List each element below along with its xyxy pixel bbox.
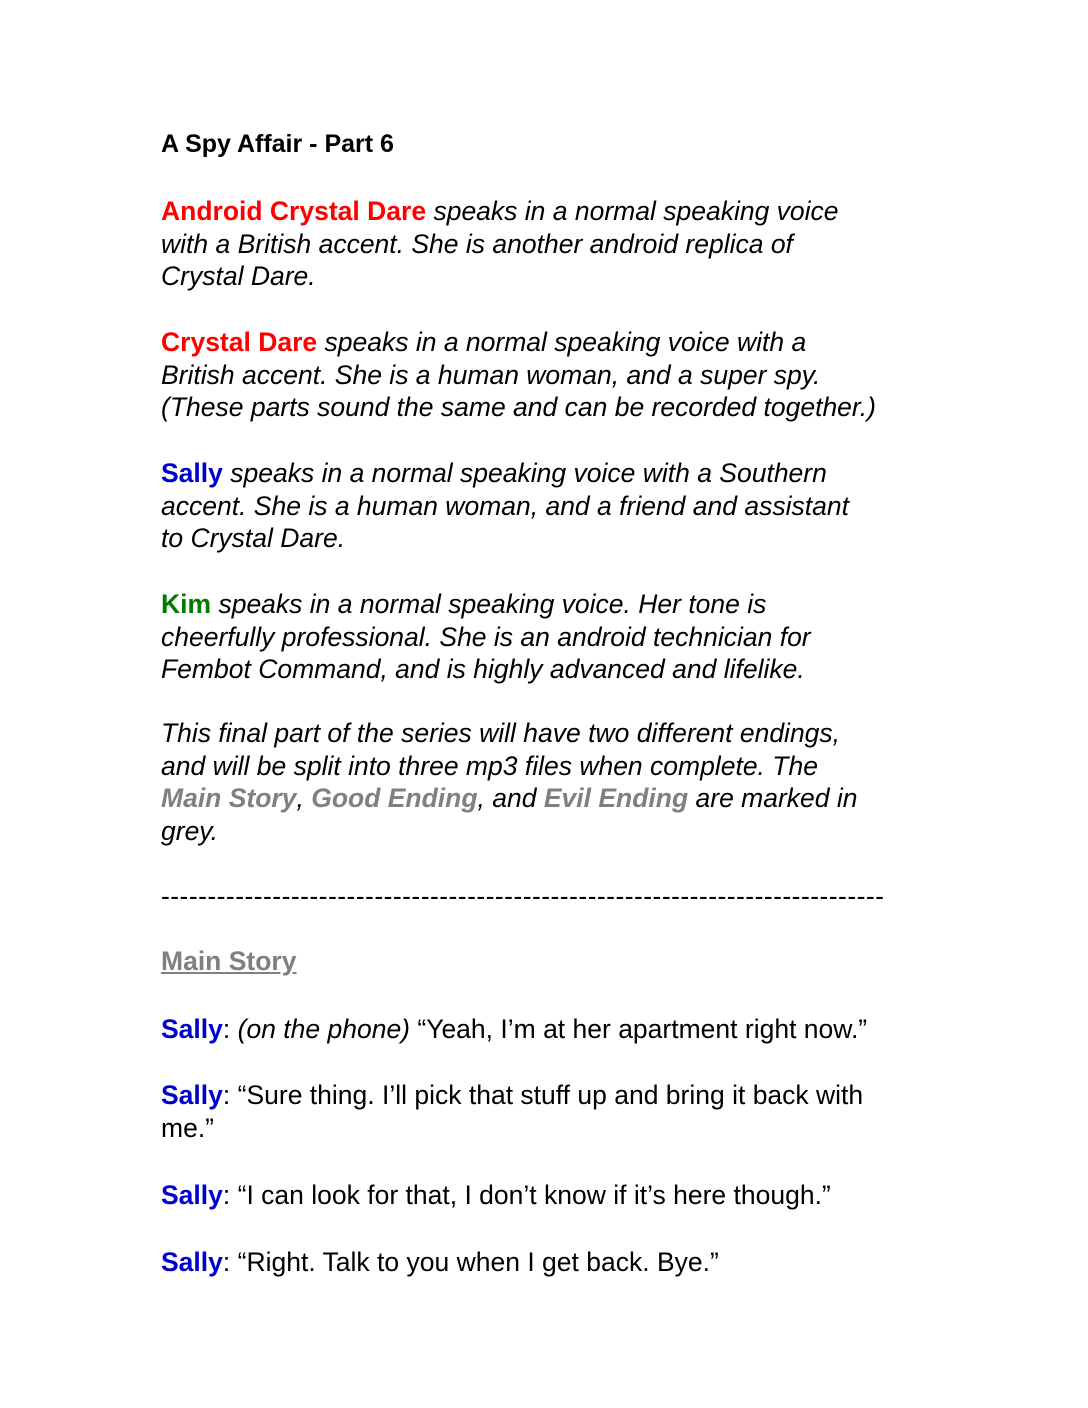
note-line: and will be split into three mp3 files when complete. The [161,750,818,781]
dialogue-text: “Yeah, I’m at her apartment right now.” [410,1014,868,1044]
speaker-name: Sally [161,1014,223,1044]
note-text: are marked in [688,783,858,813]
divider-line: ------------------------------------------------------------------------------ [161,881,885,911]
speaker-colon: : [222,1180,238,1210]
note-separator: , and [477,783,544,813]
character-name: Android Crystal Dare [161,196,427,226]
dialogue-text: “I can look for that, I don’t know if it’s here though.” [237,1180,831,1210]
note-separator: , [296,783,312,813]
character-name: Crystal Dare [161,327,318,357]
dialogue-line [161,1179,961,1212]
speaker-colon: : [222,1080,238,1110]
character-description-line: British accent. She is a human woman, and a super spy. [161,359,821,390]
speaker-colon: : [222,1014,238,1044]
character-description-line: to Crystal Dare. [161,523,346,553]
character-description-line: with a British accent. She is another android replica of [161,228,793,259]
main-story-label: Main Story [161,783,297,813]
character-description-line: accent. She is a human woman, and a friend and assistant [161,490,849,521]
character-name: Kim [161,589,212,619]
endings-note [161,717,961,847]
character-name: Sally [161,458,223,488]
character-description-line: Fembot Command, and is highly advanced and lifelike. [161,654,805,684]
dialogue-line [161,1246,961,1279]
good-ending-label: Good Ending [311,783,478,813]
dialogue-line [161,1013,961,1046]
character-description-line: speaks in a normal speaking voice with a Southern [230,458,827,488]
speaker-name: Sally [161,1180,223,1210]
character-description-kim [161,588,961,686]
note-line: This final part of the series will have two different endings, [161,718,841,748]
evil-ending-label: Evil Ending [543,783,689,813]
character-description-line: speaks in a normal speaking voice. Her tone is [218,589,767,619]
character-description-line: Crystal Dare. [161,261,316,291]
dialogue-text: “Sure thing. I’ll pick that stuff up and bring it back with [237,1080,864,1110]
character-description-line: (These parts sound the same and can be recorded together.) [161,392,876,422]
section-heading-main-story: Main Story [161,946,297,976]
character-description-sally [161,457,961,555]
character-description-line: speaks in a normal speaking voice with a [324,327,807,357]
document-title: A Spy Affair - Part 6 [161,130,394,158]
speaker-name: Sally [161,1247,223,1277]
dialogue-text-continued: me.” [161,1112,214,1143]
character-description-android-crystal-dare [161,195,961,293]
dialogue-text: “Right. Talk to you when I get back. Bye.” [237,1247,719,1277]
stage-direction: (on the phone) [237,1014,411,1044]
character-description-line: speaks in a normal speaking voice [433,196,839,226]
speaker-name: Sally [161,1080,223,1110]
speaker-colon: : [222,1247,238,1277]
note-line: grey. [161,815,218,846]
character-description-crystal-dare [161,326,961,424]
character-description-line: cheerfully professional. She is an android technician for [161,621,811,652]
dialogue-line [161,1079,961,1144]
